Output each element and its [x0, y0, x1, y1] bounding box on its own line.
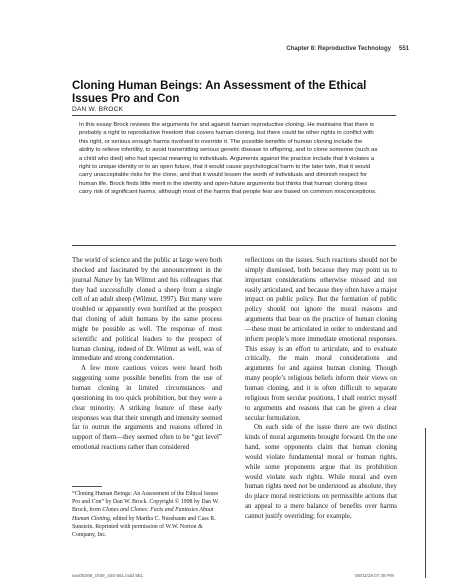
footnote-text: “Cloning Human Beings: An Assessment of the Ethical Issues Pro and Con” by Dan W. Brock. Copyright © 1998 by Dan W. Brock, from: [72, 491, 219, 514]
margin-rule: [425, 428, 426, 578]
body-column-left: [72, 256, 222, 453]
body-text: The world of science and the public at large were both shocked and fascinated by the announcement in the journal: [72, 257, 222, 284]
article-abstract: In this essay Brock reviews the arguments for and against human reproductive cloning. He maintains that there is probably a right to reproductive freedom that covers human cloning, but there could be other rights in conflict with this right, or serious enough harms involved to override it. The possible benefits of human cloning include the ability to relieve infertility, to avoid transmitting serious genetic disease to offspring, and to clone someone (such as a child who died) who had special meaning to individuals. Arguments against the practice include that it violates a right to unique identity or to an open future, that it would cause psychological harm to the later twin, that it would carry unacceptable risks for the clone, and that it would lessen the worth of individuals and diminish respect for human life. Brock finds little merit in the identity and open-future arguments but thinks that human cloning does carry risk of significant harms, although most of the harms that people fear are based on common misconceptions.: [79, 122, 378, 196]
body-paragraph: [72, 256, 222, 364]
printer-slug-file: vau05268_ch08_445-561.indd 551: [72, 573, 144, 578]
journal-name: Nature: [93, 276, 113, 284]
body-paragraph: On each side of the issue there are two distinct kinds of moral arguments brought forward. On the one hand, some opponents claim that human cloning would violate fundamental moral or human rights, while some proponents argue that its prohibition would violate such rights. While moral and even human rights need not be understood as absolute, they do place moral restrictions on permissible actions that an appeal to a mere balance of benefits over harms cannot justify overriding; for example,: [245, 424, 397, 520]
book-title: Clones and Clones: Facts and Fantasies About Human Cloning: [72, 507, 214, 522]
body-text: by Ian Wilmut and his colleagues that they had successfully cloned a sheep from a single cell of an adult sheep (Wilmut, 1997). But many were troubled or apparently even horrified at the prospect that cloning of adult humans by the same process might be possible as well. The response of most scientific and political leaders to the prospect of human cloning, indeed of Dr. Wilmut as well, was of immediate and strong condemnation.: [72, 276, 222, 363]
running-title: Chapter 8: Reproductive Technology: [286, 46, 391, 52]
page-number: 551: [398, 46, 409, 52]
abstract-top-rule: [72, 115, 396, 116]
article-author: DAN W. BROCK: [72, 106, 124, 113]
body-column-right: [245, 256, 397, 522]
footnote-text: , edited by Martha C. Nussbaum and Cass R. Sunstein. Reprinted with permission of W.W. Norton & Company, Inc.: [72, 515, 216, 539]
printer-slug-date: 05/02/19 07:48 PM: [355, 573, 394, 578]
body-paragraph: reflections on the issues. Such reactions should not be simply dismissed, both because they may point us to important considerations otherwise missed and not easily articulated, and because they often have a major impact on public policy. But the formation of public policy should not ignore the moral reasons and arguments that bear on the practice of human cloning—these must be articulated in order to understand and inform people’s more immediate emotional responses. This essay is an effort to articulate, and to evaluate critically, the main moral considerations and arguments for and against human cloning. Though many people’s religious beliefs inform their views on human cloning, and it is often difficult to separate religious from secular positions, I shall restrict myself to arguments and reasons that can be given a clear secular formulation.: [245, 257, 397, 422]
footnote-rule: [72, 486, 102, 487]
body-paragraph: A few more cautious voices were heard both suggesting some possible benefits from the use of human cloning in limited circumstances and questioning its too quick prohibition, but they were a clear minority. A striking feature of these early responses was that their strength and intensity seemed far to outrun the arguments and reasons offered in support of them—they seemed often to be “gut level” emotional reactions rather than considered: [72, 365, 222, 452]
article-title: Cloning Human Beings: An Assessment of the Ethical Issues Pro and Con: [72, 80, 367, 105]
running-header: [286, 46, 409, 52]
abstract-bottom-rule: [72, 245, 396, 246]
source-footnote: [72, 490, 222, 539]
